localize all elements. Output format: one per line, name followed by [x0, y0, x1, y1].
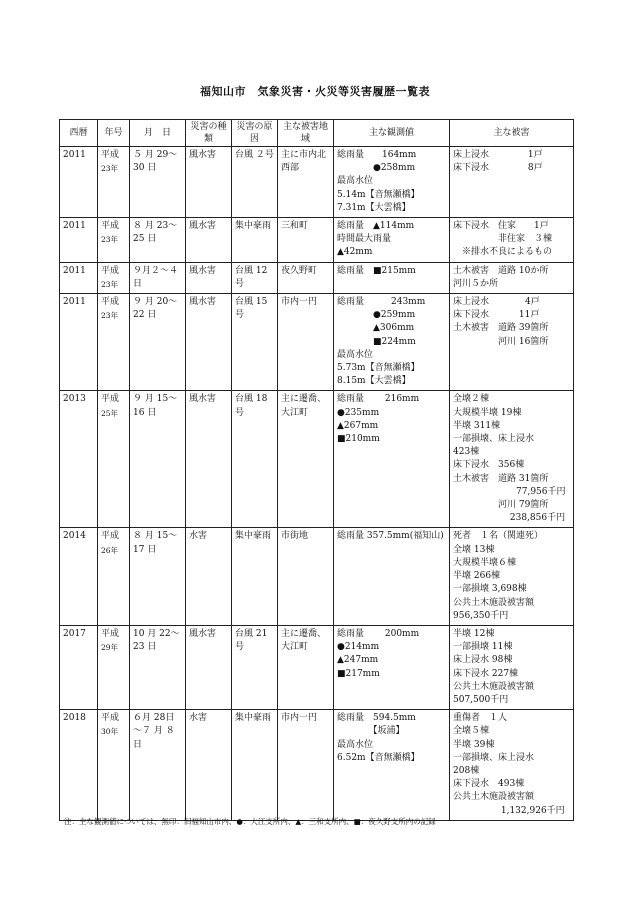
obs-line: 総雨量 243mm — [337, 297, 426, 308]
damage-line: 一部損壊、床上浸水 — [453, 434, 535, 445]
cell-year-text: 2011 — [63, 221, 86, 232]
obs-line: 最高水位 — [337, 176, 374, 187]
cell-area-text: 市街地 — [281, 531, 309, 542]
cell-cause — [232, 710, 278, 821]
page-title: 福知山市 気象災害・火災等災害履歴一覧表 — [200, 85, 430, 98]
cell-era-name: 平成 — [101, 713, 120, 724]
damage-line: 死者 １名（関連死） — [453, 531, 544, 542]
cell-date — [130, 528, 186, 625]
cell-type — [186, 218, 232, 263]
cell-observations — [334, 147, 450, 218]
damage-line: 床下浸水 356棟 — [453, 460, 525, 471]
cell-year-text: 2013 — [63, 394, 86, 405]
cell-year — [60, 147, 98, 218]
obs-line: 総雨量 ▲114mm — [337, 221, 415, 232]
cell-cause — [232, 262, 278, 293]
cell-year — [60, 262, 98, 293]
cell-type — [186, 391, 232, 528]
table-row — [60, 391, 574, 528]
damage-line: 半壊 39棟 — [453, 739, 495, 750]
cell-cause-text: 台風 15号 — [235, 297, 268, 321]
table-row — [60, 710, 574, 821]
cell-type — [186, 625, 232, 709]
cell-type-text: 水害 — [189, 531, 208, 542]
cell-type-text: 風水害 — [189, 221, 217, 232]
obs-line: 総雨量 594.5mm — [337, 713, 416, 724]
cell-cause — [232, 147, 278, 218]
cell-damage — [450, 625, 574, 709]
cell-type-text: 風水害 — [189, 150, 217, 160]
cell-area — [278, 625, 334, 709]
cell-cause-text: 台風 21号 — [235, 628, 268, 653]
header-row — [60, 120, 574, 147]
obs-line: 7.31m【大雲橋】 — [337, 202, 411, 213]
obs-line: 5.73m【音無瀬橋】 — [337, 363, 420, 374]
obs-line: 総雨量 216mm — [337, 394, 420, 405]
damage-line: 床下浸水 493棟 — [453, 779, 525, 790]
damage-line: 床下浸水 11戸 — [453, 310, 540, 321]
cell-type — [186, 262, 232, 293]
obs-line: 8.15m【大雲橋】 — [337, 376, 411, 387]
cell-damage — [450, 391, 574, 528]
cell-date — [130, 147, 186, 218]
cell-date — [130, 218, 186, 263]
cell-year-text: 2014 — [63, 531, 86, 542]
cell-observations — [334, 218, 450, 263]
cell-year — [60, 528, 98, 625]
cell-area-text: 市内一円 — [281, 713, 318, 724]
damage-line: 半壊 266棟 — [453, 571, 501, 582]
obs-line: ▲267mm — [337, 420, 379, 431]
cell-era-name: 平成 — [101, 394, 120, 405]
cell-year-text: 2011 — [63, 265, 86, 276]
damage-line: 河川５か所 — [453, 278, 499, 289]
cell-observations — [334, 391, 450, 528]
damage-line: 土木被害 道路 31箇所 — [453, 473, 549, 484]
disaster-history-table — [59, 119, 574, 821]
obs-line: 最高水位 — [337, 739, 374, 750]
damage-line: 全壊５棟 — [453, 726, 490, 737]
cell-area-text: 市内一円 — [281, 297, 318, 308]
cell-era-year: 23年 — [101, 164, 119, 174]
header-era: 年号 — [98, 120, 130, 147]
damage-line: 大規模半壊 19棟 — [453, 407, 522, 418]
damage-line: 公共土木施設被害額 — [453, 792, 535, 803]
cell-era — [98, 147, 130, 218]
damage-line: 公共土木施設被害額 — [453, 597, 535, 608]
damage-line: 423棟 — [453, 447, 480, 458]
damage-line: 77,956千円 — [453, 486, 566, 497]
cell-era — [98, 528, 130, 625]
cell-observations — [334, 625, 450, 709]
header-year: 西暦 — [60, 120, 98, 147]
cell-era — [98, 294, 130, 391]
obs-line: 時間最大雨量 — [337, 234, 392, 245]
cell-era-year: 29年 — [101, 643, 119, 653]
damage-line: 床上浸水 1戸 — [453, 150, 543, 160]
header-area: 主な被害地 域 — [278, 120, 334, 147]
header-date: 月 日 — [130, 120, 186, 147]
cell-date-text: ８ 月 15～17 日 — [133, 531, 178, 555]
cell-cause — [232, 528, 278, 625]
cell-year-text: 2011 — [63, 297, 86, 308]
cell-cause-text: 集中豪雨 — [235, 531, 272, 542]
cell-cause-text: 台風 18号 — [235, 394, 268, 418]
obs-line: 総雨量 164mm — [337, 150, 417, 160]
cell-type-text: 水害 — [189, 713, 208, 724]
cell-era-year: 23年 — [101, 311, 119, 321]
damage-line: 一部損壊、床上浸水 — [453, 752, 535, 763]
header-damage: 主な被害 — [450, 120, 574, 147]
cell-date-text: ９月２～４日 — [133, 265, 179, 289]
cell-type-text: 風水害 — [189, 265, 217, 276]
obs-line: 総雨量 200mm — [337, 628, 420, 639]
cell-cause-text: 集中豪雨 — [235, 221, 272, 232]
cell-era-year: 23年 — [101, 279, 119, 289]
obs-line: ●214mm — [337, 642, 380, 653]
cell-era — [98, 391, 130, 528]
cell-date-text: ６月 28日～７ 月 ８日 — [133, 713, 175, 750]
cell-era — [98, 710, 130, 821]
cell-era-year: 23年 — [101, 235, 119, 245]
table-row — [60, 218, 574, 263]
damage-line: 床下浸水 227棟 — [453, 668, 519, 679]
cell-year-text: 2018 — [63, 713, 86, 724]
cell-date — [130, 262, 186, 293]
cell-damage — [450, 710, 574, 821]
cell-era — [98, 218, 130, 263]
cell-cause — [232, 391, 278, 528]
obs-line: 6.52m【音無瀬橋】 — [337, 752, 420, 763]
cell-area-text: 主に遷喬、大江町 — [281, 394, 327, 418]
cell-date-text: ８ 月 23～25 日 — [133, 221, 178, 245]
cell-type-text: 風水害 — [189, 394, 217, 405]
cell-era-name: 平成 — [101, 221, 120, 232]
cell-date — [130, 625, 186, 709]
footnote: 注：主な観測値については、無印：旧福知山市内、●：大江支所内、▲：三和支所内、■：夜久野支所内の記録 — [64, 817, 436, 826]
cell-area-text: 夜久野町 — [281, 265, 318, 276]
cell-date — [130, 391, 186, 528]
cell-era-year: 26年 — [101, 545, 119, 555]
cell-damage — [450, 218, 574, 263]
cell-type-text: 風水害 — [189, 297, 217, 308]
table-row — [60, 262, 574, 293]
damage-line: 507,500千円 — [453, 694, 509, 705]
damage-line: 半壊 311棟 — [453, 420, 501, 431]
damage-line: 非住家 ３棟 — [453, 234, 553, 245]
cell-damage — [450, 262, 574, 293]
obs-line: ●235mm — [337, 407, 380, 418]
cell-date-text: ９ 月 20～22 日 — [133, 297, 178, 321]
cell-type — [186, 528, 232, 625]
damage-line: 床下浸水 8戸 — [453, 163, 543, 174]
obs-line: 【坂浦】 — [337, 726, 405, 737]
cell-cause-text: 台風 12号 — [235, 265, 268, 289]
cell-year — [60, 710, 98, 821]
damage-line: 河川 79箇所 — [453, 500, 549, 511]
cell-year — [60, 391, 98, 528]
obs-line: ●258mm — [337, 163, 416, 174]
damage-line: 208棟 — [453, 765, 480, 776]
cell-type — [186, 147, 232, 218]
cell-era-name: 平成 — [101, 628, 120, 639]
damage-line: 重傷者 １人 — [453, 713, 508, 724]
cell-year — [60, 625, 98, 709]
obs-line: 5.14m【音無瀬橋】 — [337, 189, 420, 200]
header-cause: 災害の原 因 — [232, 120, 278, 147]
cell-cause — [232, 294, 278, 391]
damage-line: 床下浸水 住家 1戸 — [453, 221, 549, 232]
damage-line: 河川 16箇所 — [453, 336, 549, 347]
cell-area — [278, 710, 334, 821]
cell-year — [60, 218, 98, 263]
cell-type-text: 風水害 — [189, 628, 217, 639]
obs-line: ●259mm — [337, 310, 416, 321]
table-row — [60, 625, 574, 709]
table-row — [60, 294, 574, 391]
cell-damage — [450, 294, 574, 391]
cell-cause — [232, 218, 278, 263]
cell-year-text: 2011 — [63, 150, 86, 160]
cell-observations — [334, 294, 450, 391]
damage-line: 238,856千円 — [453, 513, 566, 524]
damage-line: 全壊２棟 — [453, 394, 490, 405]
cell-date-text: ９ 月 15～16 日 — [133, 394, 178, 418]
obs-line: ■210mm — [337, 434, 380, 445]
obs-line: ▲42mm — [337, 247, 373, 258]
cell-cause-text: 台風 ２号 — [235, 150, 274, 160]
cell-date-text: 10 月 22～23 日 — [133, 628, 180, 653]
cell-era-name: 平成 — [101, 531, 120, 542]
damage-line: 956,350千円 — [453, 610, 509, 621]
obs-line: ■217mm — [337, 668, 380, 679]
obs-line: ▲247mm — [337, 655, 379, 666]
cell-date-text: ５ 月 29～30 日 — [133, 150, 178, 174]
damage-line: 公共土木施設被害額 — [453, 681, 535, 692]
cell-type — [186, 710, 232, 821]
obs-line: ■224mm — [337, 336, 416, 347]
damage-line: 土木被害 道路 39箇所 — [453, 323, 549, 334]
obs-line: 最高水位 — [337, 349, 374, 360]
damage-line: 土木被害 道路 10か所 — [453, 265, 549, 276]
cell-year-text: 2017 — [63, 628, 86, 639]
cell-area — [278, 218, 334, 263]
cell-observations — [334, 528, 450, 625]
cell-era-name: 平成 — [101, 150, 120, 160]
damage-line: 一部損壊 3,698棟 — [453, 584, 527, 595]
cell-area-text: 主に市内北西部 — [281, 150, 327, 174]
damage-line: 半壊 12棟 — [453, 628, 495, 639]
cell-cause — [232, 625, 278, 709]
cell-era — [98, 262, 130, 293]
cell-era-year: 30年 — [101, 727, 119, 737]
cell-era-name: 平成 — [101, 265, 120, 276]
cell-era-name: 平成 — [101, 297, 120, 308]
cell-era-year: 25年 — [101, 408, 119, 418]
cell-area — [278, 294, 334, 391]
cell-area — [278, 262, 334, 293]
cell-area — [278, 391, 334, 528]
obs-line: 総雨量 357.5mm(福知山) — [337, 531, 444, 542]
cell-observations — [334, 710, 450, 821]
damage-line: 大規模半壊６棟 — [453, 557, 517, 568]
cell-cause-text: 集中豪雨 — [235, 713, 272, 724]
cell-area — [278, 528, 334, 625]
damage-line: 床上浸水 4戸 — [453, 297, 540, 308]
cell-area-text: 三和町 — [281, 221, 309, 232]
cell-observations — [334, 262, 450, 293]
obs-line: ▲306mm — [337, 323, 415, 334]
table-row — [60, 528, 574, 625]
cell-damage — [450, 528, 574, 625]
cell-era — [98, 625, 130, 709]
cell-date — [130, 294, 186, 391]
header-obs: 主な観測値 — [334, 120, 450, 147]
damage-line: 全壊 13棟 — [453, 544, 495, 555]
damage-line: 床上浸水 98棟 — [453, 655, 513, 666]
cell-area — [278, 147, 334, 218]
cell-area-text: 主に遷喬、大江町 — [281, 628, 327, 653]
damage-line: 1,132,926千円 — [453, 805, 565, 816]
cell-year — [60, 294, 98, 391]
damage-line: ※排水不良によるもの — [453, 247, 553, 258]
damage-line: 一部損壊 11棟 — [453, 642, 513, 653]
obs-line: 総雨量 ■215mm — [337, 265, 416, 276]
cell-date — [130, 710, 186, 821]
table-row — [60, 147, 574, 218]
cell-type — [186, 294, 232, 391]
header-type: 災害の種 類 — [186, 120, 232, 147]
cell-damage — [450, 147, 574, 218]
